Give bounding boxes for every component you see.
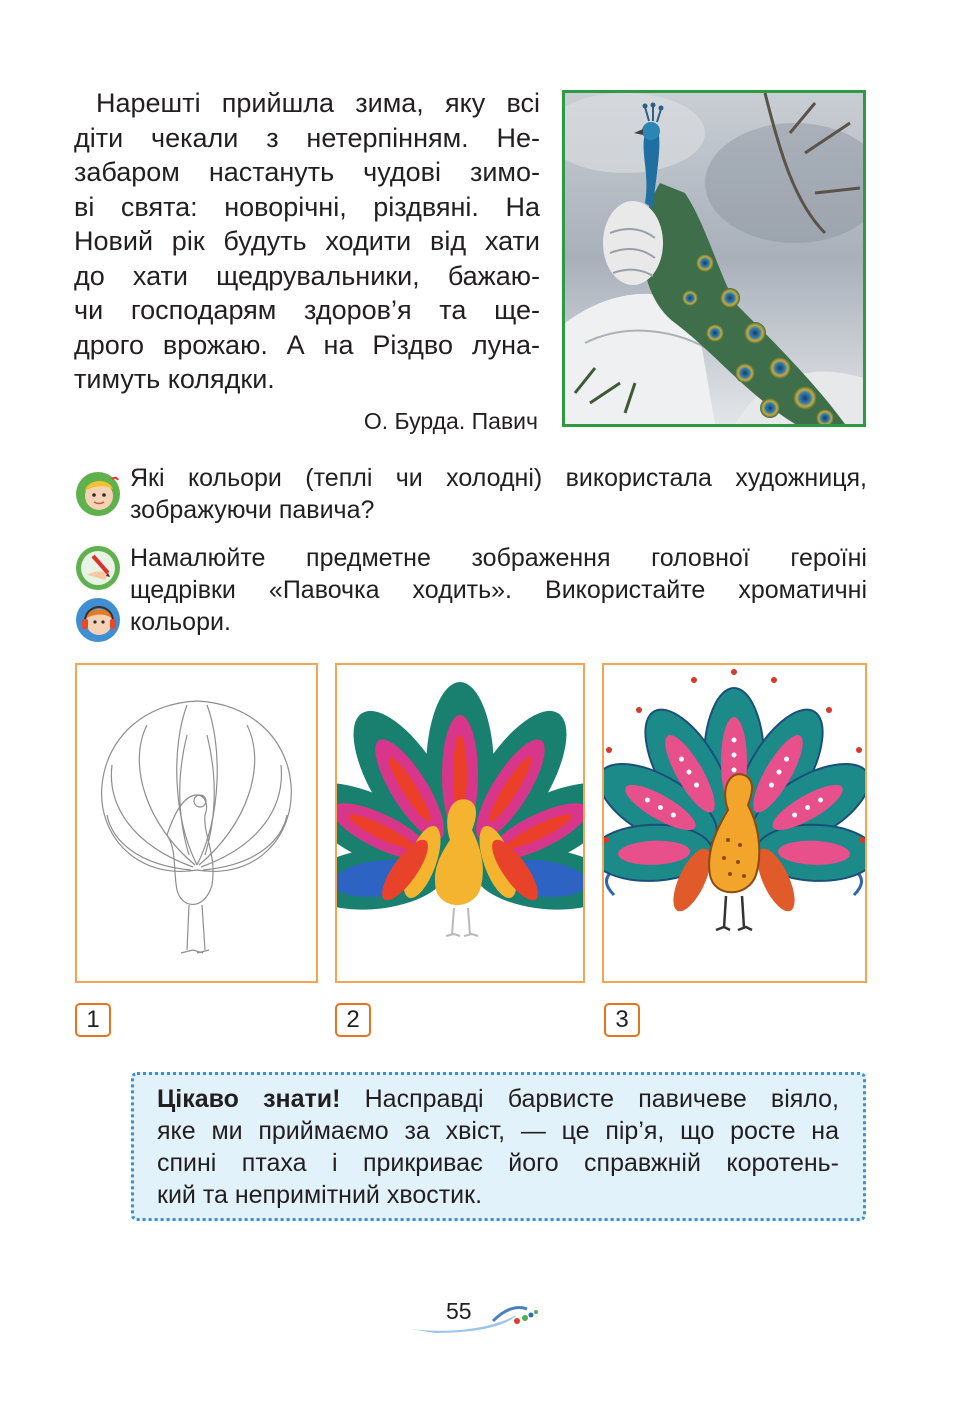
task-text (130, 542, 867, 638)
intro-line: тимуть колядки. (74, 364, 275, 394)
fact-line: спині птаха і прикриває його справжній коротень- (157, 1149, 839, 1177)
listening-child-icon (75, 597, 121, 643)
fact-lead: Цікаво знати! (157, 1085, 341, 1113)
fact-line-rest: Насправді барвисте павичеве віяло, (340, 1085, 840, 1113)
intro-line: забаром настануть чудові зимо- (74, 157, 540, 187)
task-line: кольори. (130, 608, 231, 636)
task-line: Намалюйте предметне зображення головної героїні (130, 544, 867, 572)
question-line: Які кольори (теплі чи холодні) використала художниця, (130, 464, 867, 492)
step-number: 3 (604, 1003, 640, 1037)
thinking-child-icon (75, 471, 121, 517)
page-number: 55 (446, 1298, 472, 1324)
fact-line: яке ми приймаємо за хвіст, — це пір’я, що росте на (157, 1117, 839, 1145)
color-step-image (335, 663, 585, 983)
task-line: щедрівки «Павочка ходить». Використайте хроматичні (130, 576, 867, 604)
question-line: зображуючи павича? (130, 496, 375, 524)
fact-text (157, 1083, 839, 1211)
intro-line: діти чекали з нетерпінням. Не- (74, 122, 540, 153)
ornament-step-image (602, 663, 867, 983)
page-number-swoosh (405, 1295, 545, 1340)
sketch-step-image (75, 663, 318, 983)
intro-line: ві свята: новорічні, різдвяні. На (74, 191, 540, 222)
intro-paragraph (74, 86, 540, 397)
intro-line: дрого врожаю. А на Різдво луна- (74, 329, 540, 360)
question-text (130, 462, 867, 526)
drawing-hand-icon (75, 545, 121, 591)
intro-line: до хати щедрувальники, бажаю- (74, 260, 540, 291)
fact-line: кий та непримітний хвостик. (157, 1181, 483, 1209)
fact-line (157, 1083, 839, 1115)
intro-line: Нарешті прийшла зима, яку всі (96, 88, 540, 118)
intro-line: чи господарям здоров’я та ще- (74, 295, 540, 325)
intro-line: Новий рік будуть ходити від хати (74, 226, 540, 256)
source-caption: О. Бурда. Павич (363, 408, 538, 434)
peacock-painting (562, 90, 866, 427)
step-number: 1 (75, 1003, 111, 1037)
step-number: 2 (335, 1003, 371, 1037)
